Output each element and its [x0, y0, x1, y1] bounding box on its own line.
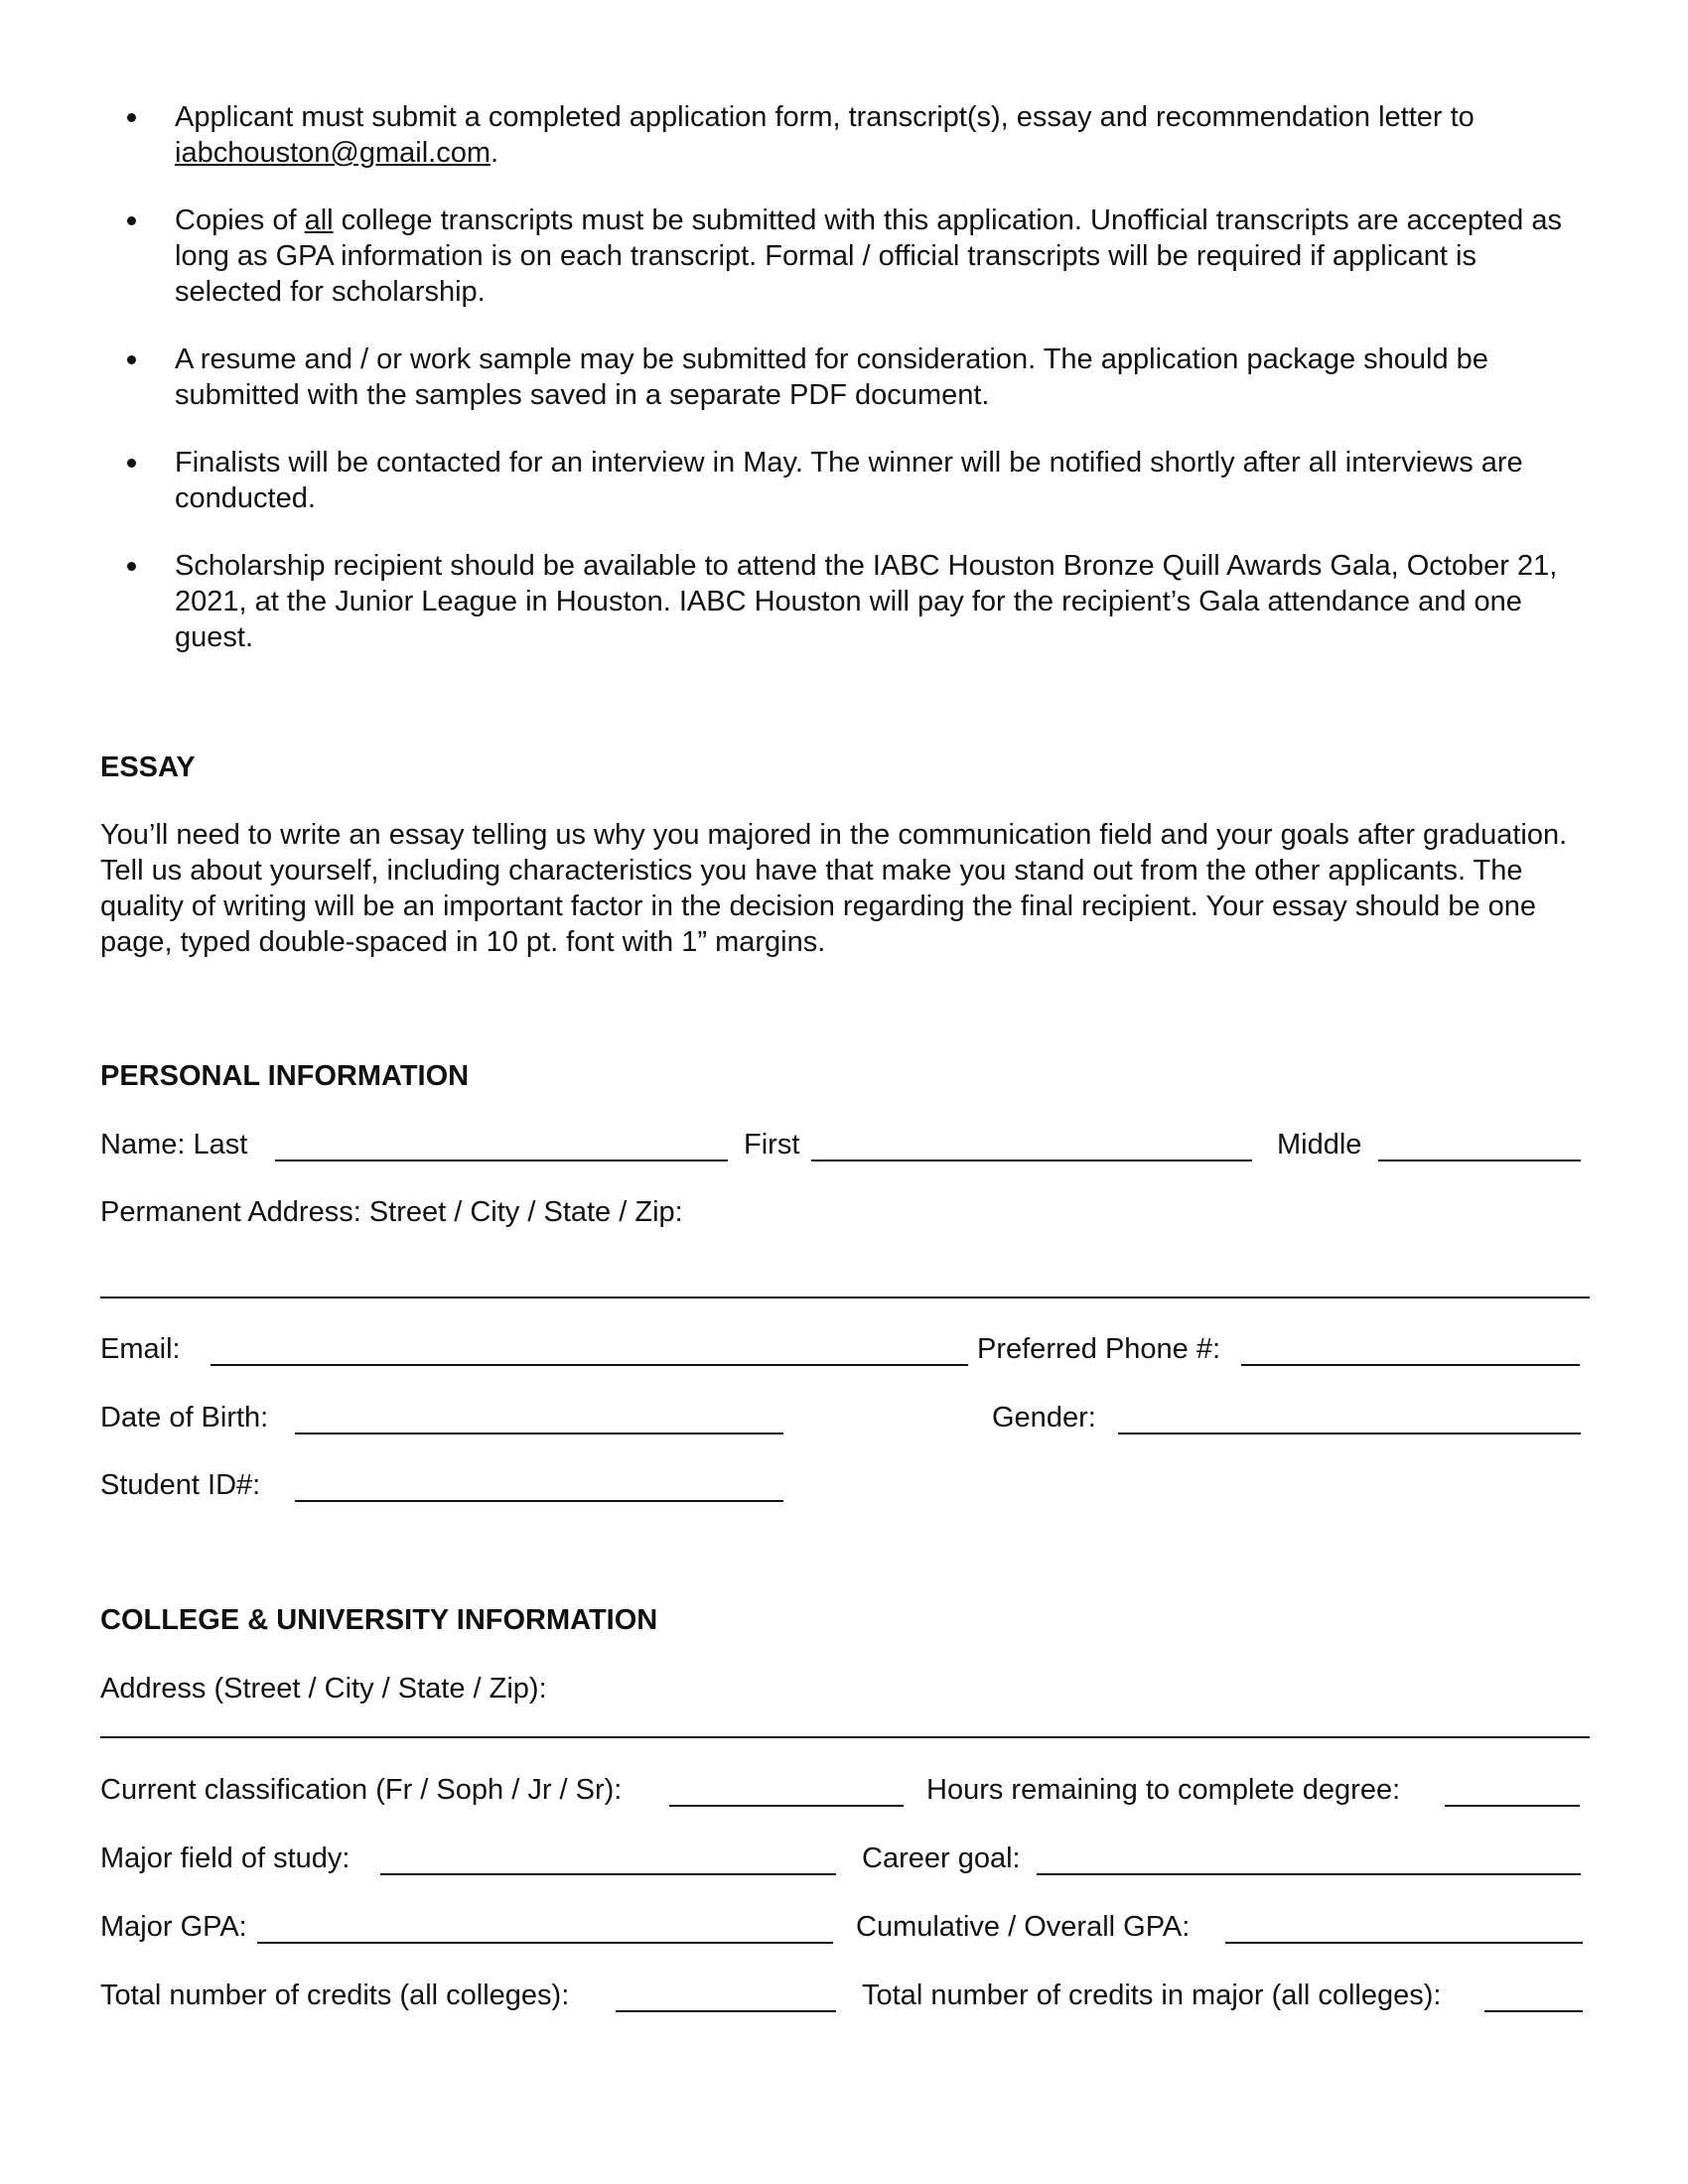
name-row — [100, 1127, 1590, 1166]
major-credits-field[interactable] — [1484, 2010, 1583, 2012]
classification-row — [100, 1772, 1590, 1812]
email-label: Email: — [100, 1333, 181, 1365]
major-gpa-field[interactable] — [257, 1942, 833, 1944]
email-phone-row — [100, 1331, 1590, 1371]
list-item — [99, 341, 1589, 413]
bullet-text: college transcripts must be submitted with this application. Unofficial transcripts are accepted as long as GPA information is on each transcript. Formal / official transcripts will be required if applicant is selected for scholarship. — [175, 205, 1562, 308]
major-credits-label: Total number of credits in major (all colleges): — [862, 1979, 1442, 2011]
major-career-row — [100, 1841, 1590, 1880]
email-link[interactable]: iabchouston@gmail.com — [175, 137, 491, 169]
list-item — [99, 445, 1589, 516]
list-item — [99, 99, 1589, 171]
essay-paragraph: You’ll need to write an essay telling us why you majored in the communication field and your goals after graduation. Tell us about yourself, including characteristics you have that make you stand out from the other applicants. The quality of writing will be an important factor in the decision regarding the final recipient. Your essay should be one page, typed double-spaced in 10 pt. font with 1” margins. — [100, 819, 1568, 958]
bullet-text: Applicant must submit a completed application form, transcript(s), essay and recommendation letter to — [175, 101, 1475, 133]
hours-label: Hours remaining to complete degree: — [926, 1774, 1401, 1806]
total-credits-label: Total number of credits (all colleges): — [100, 1979, 570, 2011]
name-middle-label: Middle — [1277, 1129, 1362, 1160]
last-name-field[interactable] — [275, 1160, 728, 1161]
career-label: Career goal: — [862, 1843, 1021, 1874]
gender-field[interactable] — [1118, 1433, 1581, 1434]
list-item — [99, 548, 1589, 655]
classification-field[interactable] — [669, 1805, 904, 1807]
college-address-row — [100, 1671, 1590, 1710]
hours-field[interactable] — [1445, 1805, 1580, 1807]
permanent-address-field[interactable] — [100, 1297, 1590, 1298]
phone-field[interactable] — [1241, 1364, 1580, 1366]
gpa-row — [100, 1909, 1590, 1949]
email-field[interactable] — [211, 1364, 968, 1366]
gender-label: Gender: — [992, 1402, 1096, 1433]
dob-gender-row — [100, 1400, 1590, 1439]
phone-label: Preferred Phone #: — [977, 1333, 1221, 1365]
major-field[interactable] — [380, 1873, 836, 1875]
student-id-label: Student ID#: — [100, 1469, 261, 1501]
cumulative-gpa-field[interactable] — [1225, 1942, 1583, 1944]
classification-label: Current classification (Fr / Soph / Jr / Sr): — [100, 1774, 623, 1806]
major-gpa-label: Major GPA: — [100, 1911, 247, 1943]
requirements-list — [99, 99, 1589, 687]
name-last-label: Name: Last — [100, 1129, 248, 1160]
permanent-address-label: Permanent Address: Street / City / State / Zip: — [100, 1196, 683, 1228]
dob-label: Date of Birth: — [100, 1402, 269, 1433]
college-address-label: Address (Street / City / State / Zip): — [100, 1673, 547, 1705]
college-info-heading: COLLEGE & UNIVERSITY INFORMATION — [100, 1604, 658, 1636]
underlined-word: all — [304, 205, 334, 236]
career-field[interactable] — [1037, 1873, 1581, 1875]
student-id-row — [100, 1467, 1590, 1507]
bullet-text: Finalists will be contacted for an interview in May. The winner will be notified shortly after all interviews are conducted. — [175, 447, 1523, 514]
cumulative-gpa-label: Cumulative / Overall GPA: — [856, 1911, 1191, 1943]
bullet-text: Copies of — [175, 205, 305, 236]
credits-row — [100, 1978, 1590, 2017]
total-credits-field[interactable] — [616, 2010, 836, 2012]
bullet-text: Scholarship recipient should be available to attend the IABC Houston Bronze Quill Awards Gala, October 21, 2021, at the Junior League in Houston. IABC Houston will pay for the recipient’s Gala attendance and one guest. — [175, 550, 1558, 653]
major-label: Major field of study: — [100, 1843, 351, 1874]
student-id-field[interactable] — [295, 1500, 783, 1502]
personal-info-heading: PERSONAL INFORMATION — [100, 1060, 470, 1092]
list-item — [99, 203, 1589, 310]
dob-field[interactable] — [295, 1433, 783, 1434]
bullet-text-end: . — [490, 137, 499, 169]
bullet-text: A resume and / or work sample may be submitted for consideration. The application package should be submitted with the samples saved in a separate PDF document. — [175, 343, 1488, 411]
essay-heading: ESSAY — [100, 751, 196, 783]
permanent-address-row — [100, 1194, 1590, 1234]
college-address-field[interactable] — [100, 1736, 1590, 1738]
middle-name-field[interactable] — [1378, 1160, 1581, 1161]
first-name-field[interactable] — [811, 1160, 1252, 1161]
name-first-label: First — [744, 1129, 800, 1160]
